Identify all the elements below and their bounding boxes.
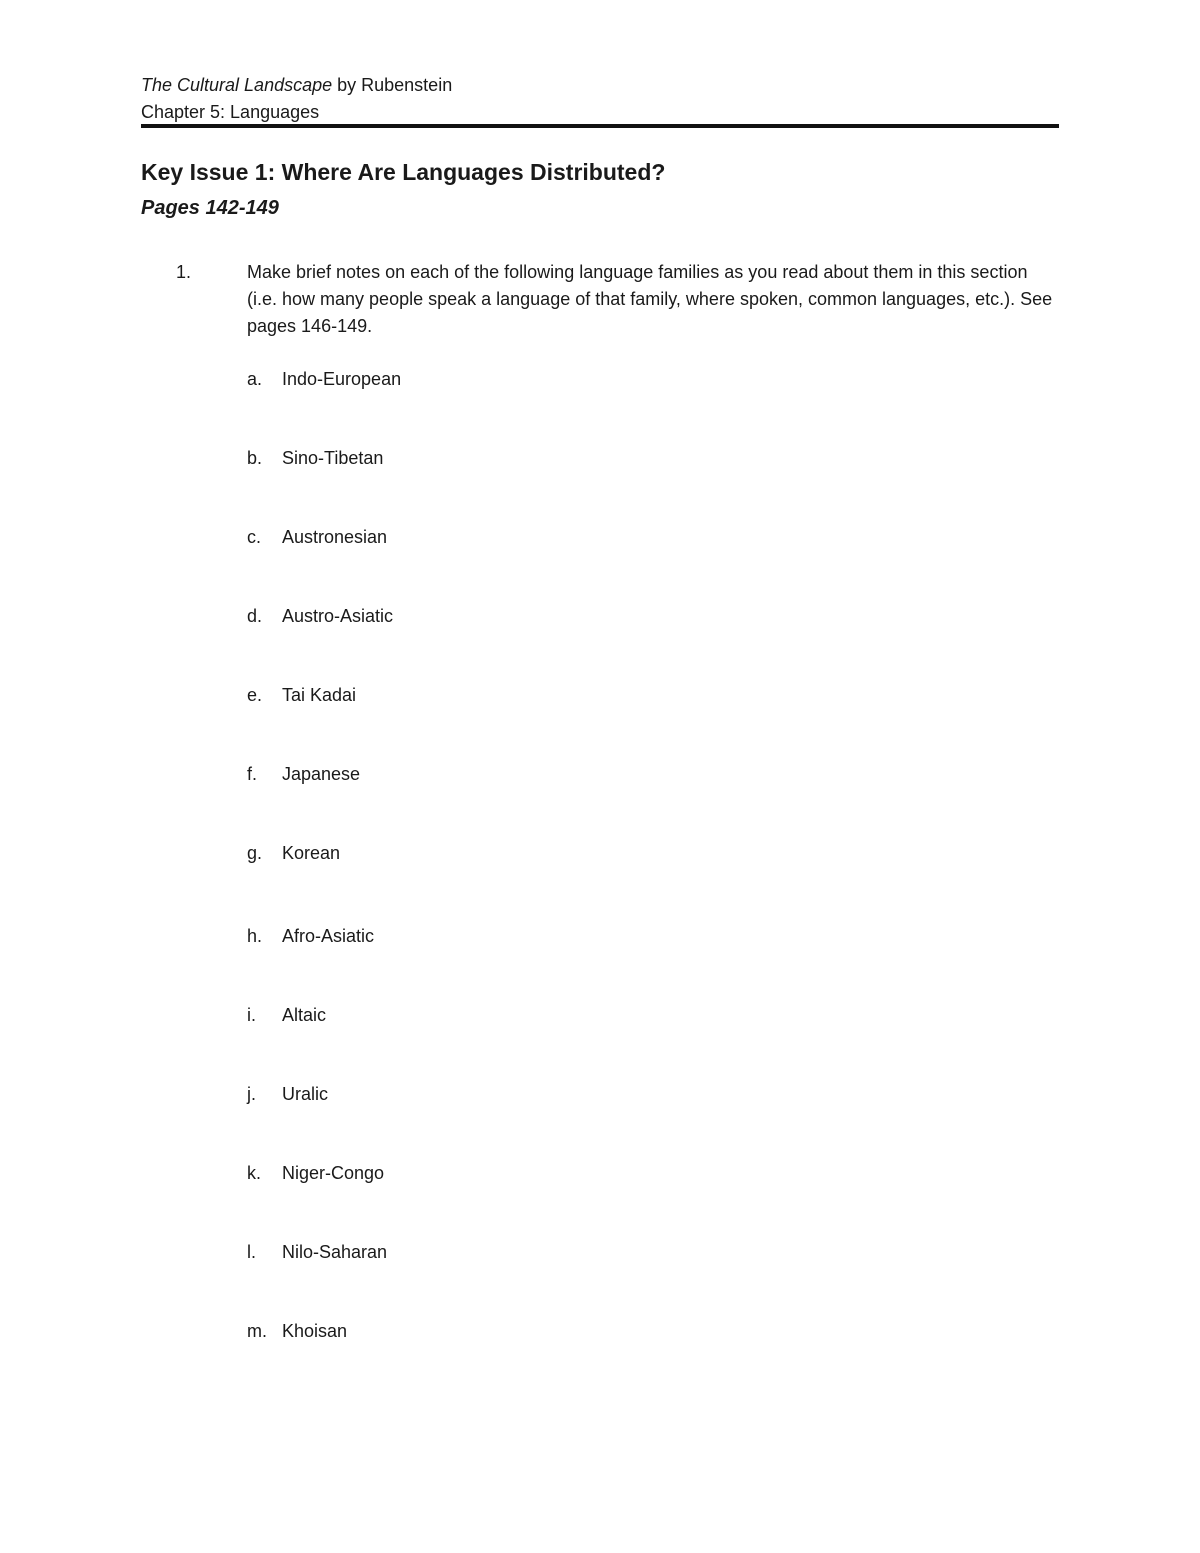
list-item	[247, 523, 947, 551]
key-issue-pages: Pages 142-149	[141, 197, 279, 219]
list-item-letter: g.	[247, 843, 263, 863]
list-item-letter: i.	[247, 1005, 256, 1025]
header-divider	[141, 124, 1059, 128]
key-issue-title: Key Issue 1: Where Are Languages Distributed?	[141, 159, 666, 185]
language-family-name: Altaic	[282, 1005, 327, 1025]
language-family-name: Sino-Tibetan	[282, 448, 384, 468]
language-family-name: Korean	[282, 843, 341, 863]
book-line	[141, 72, 1059, 99]
language-family-name: Japanese	[282, 764, 361, 784]
book-author: by Rubenstein	[332, 75, 453, 95]
language-family-name: Nilo-Saharan	[282, 1242, 388, 1262]
language-family-name: Indo-European	[282, 369, 402, 389]
list-item	[247, 1080, 947, 1108]
question-text: Make brief notes on each of the following language families as you read about them in this section (i.e. how many people speak a language of that family, where spoken, common languages, etc.). See pages 146-149.	[247, 262, 1053, 336]
document-header	[141, 72, 1059, 126]
list-item	[247, 602, 947, 630]
language-family-name: Niger-Congo	[282, 1163, 385, 1183]
list-item	[247, 365, 947, 393]
list-item-letter: d.	[247, 606, 263, 626]
language-family-name: Austronesian	[282, 527, 388, 547]
list-item-letter: h.	[247, 926, 263, 946]
list-item	[247, 681, 947, 709]
list-item-letter: j.	[247, 1084, 256, 1104]
list-item-letter: c.	[247, 527, 262, 547]
language-family-name: Tai Kadai	[282, 685, 357, 705]
list-item-letter: k.	[247, 1163, 262, 1183]
question-number: 1.	[176, 262, 192, 282]
list-item	[247, 1001, 947, 1029]
list-item-letter: e.	[247, 685, 263, 705]
chapter-title: Chapter 5: Languages	[141, 102, 320, 122]
list-item	[247, 922, 947, 950]
language-family-name: Khoisan	[282, 1321, 348, 1341]
language-family-name: Uralic	[282, 1084, 329, 1104]
list-item-letter: f.	[247, 764, 258, 784]
language-family-name: Austro-Asiatic	[282, 606, 394, 626]
list-item	[247, 839, 947, 867]
list-item	[247, 444, 947, 472]
list-item-letter: a.	[247, 369, 263, 389]
book-title: The Cultural Landscape	[141, 75, 333, 95]
list-item	[247, 1238, 947, 1266]
list-item	[247, 760, 947, 788]
list-item-letter: m.	[247, 1321, 267, 1341]
list-item	[247, 1159, 947, 1187]
list-item	[247, 1317, 947, 1345]
list-item-letter: l.	[247, 1242, 256, 1262]
list-item-letter: b.	[247, 448, 263, 468]
language-family-name: Afro-Asiatic	[282, 926, 375, 946]
